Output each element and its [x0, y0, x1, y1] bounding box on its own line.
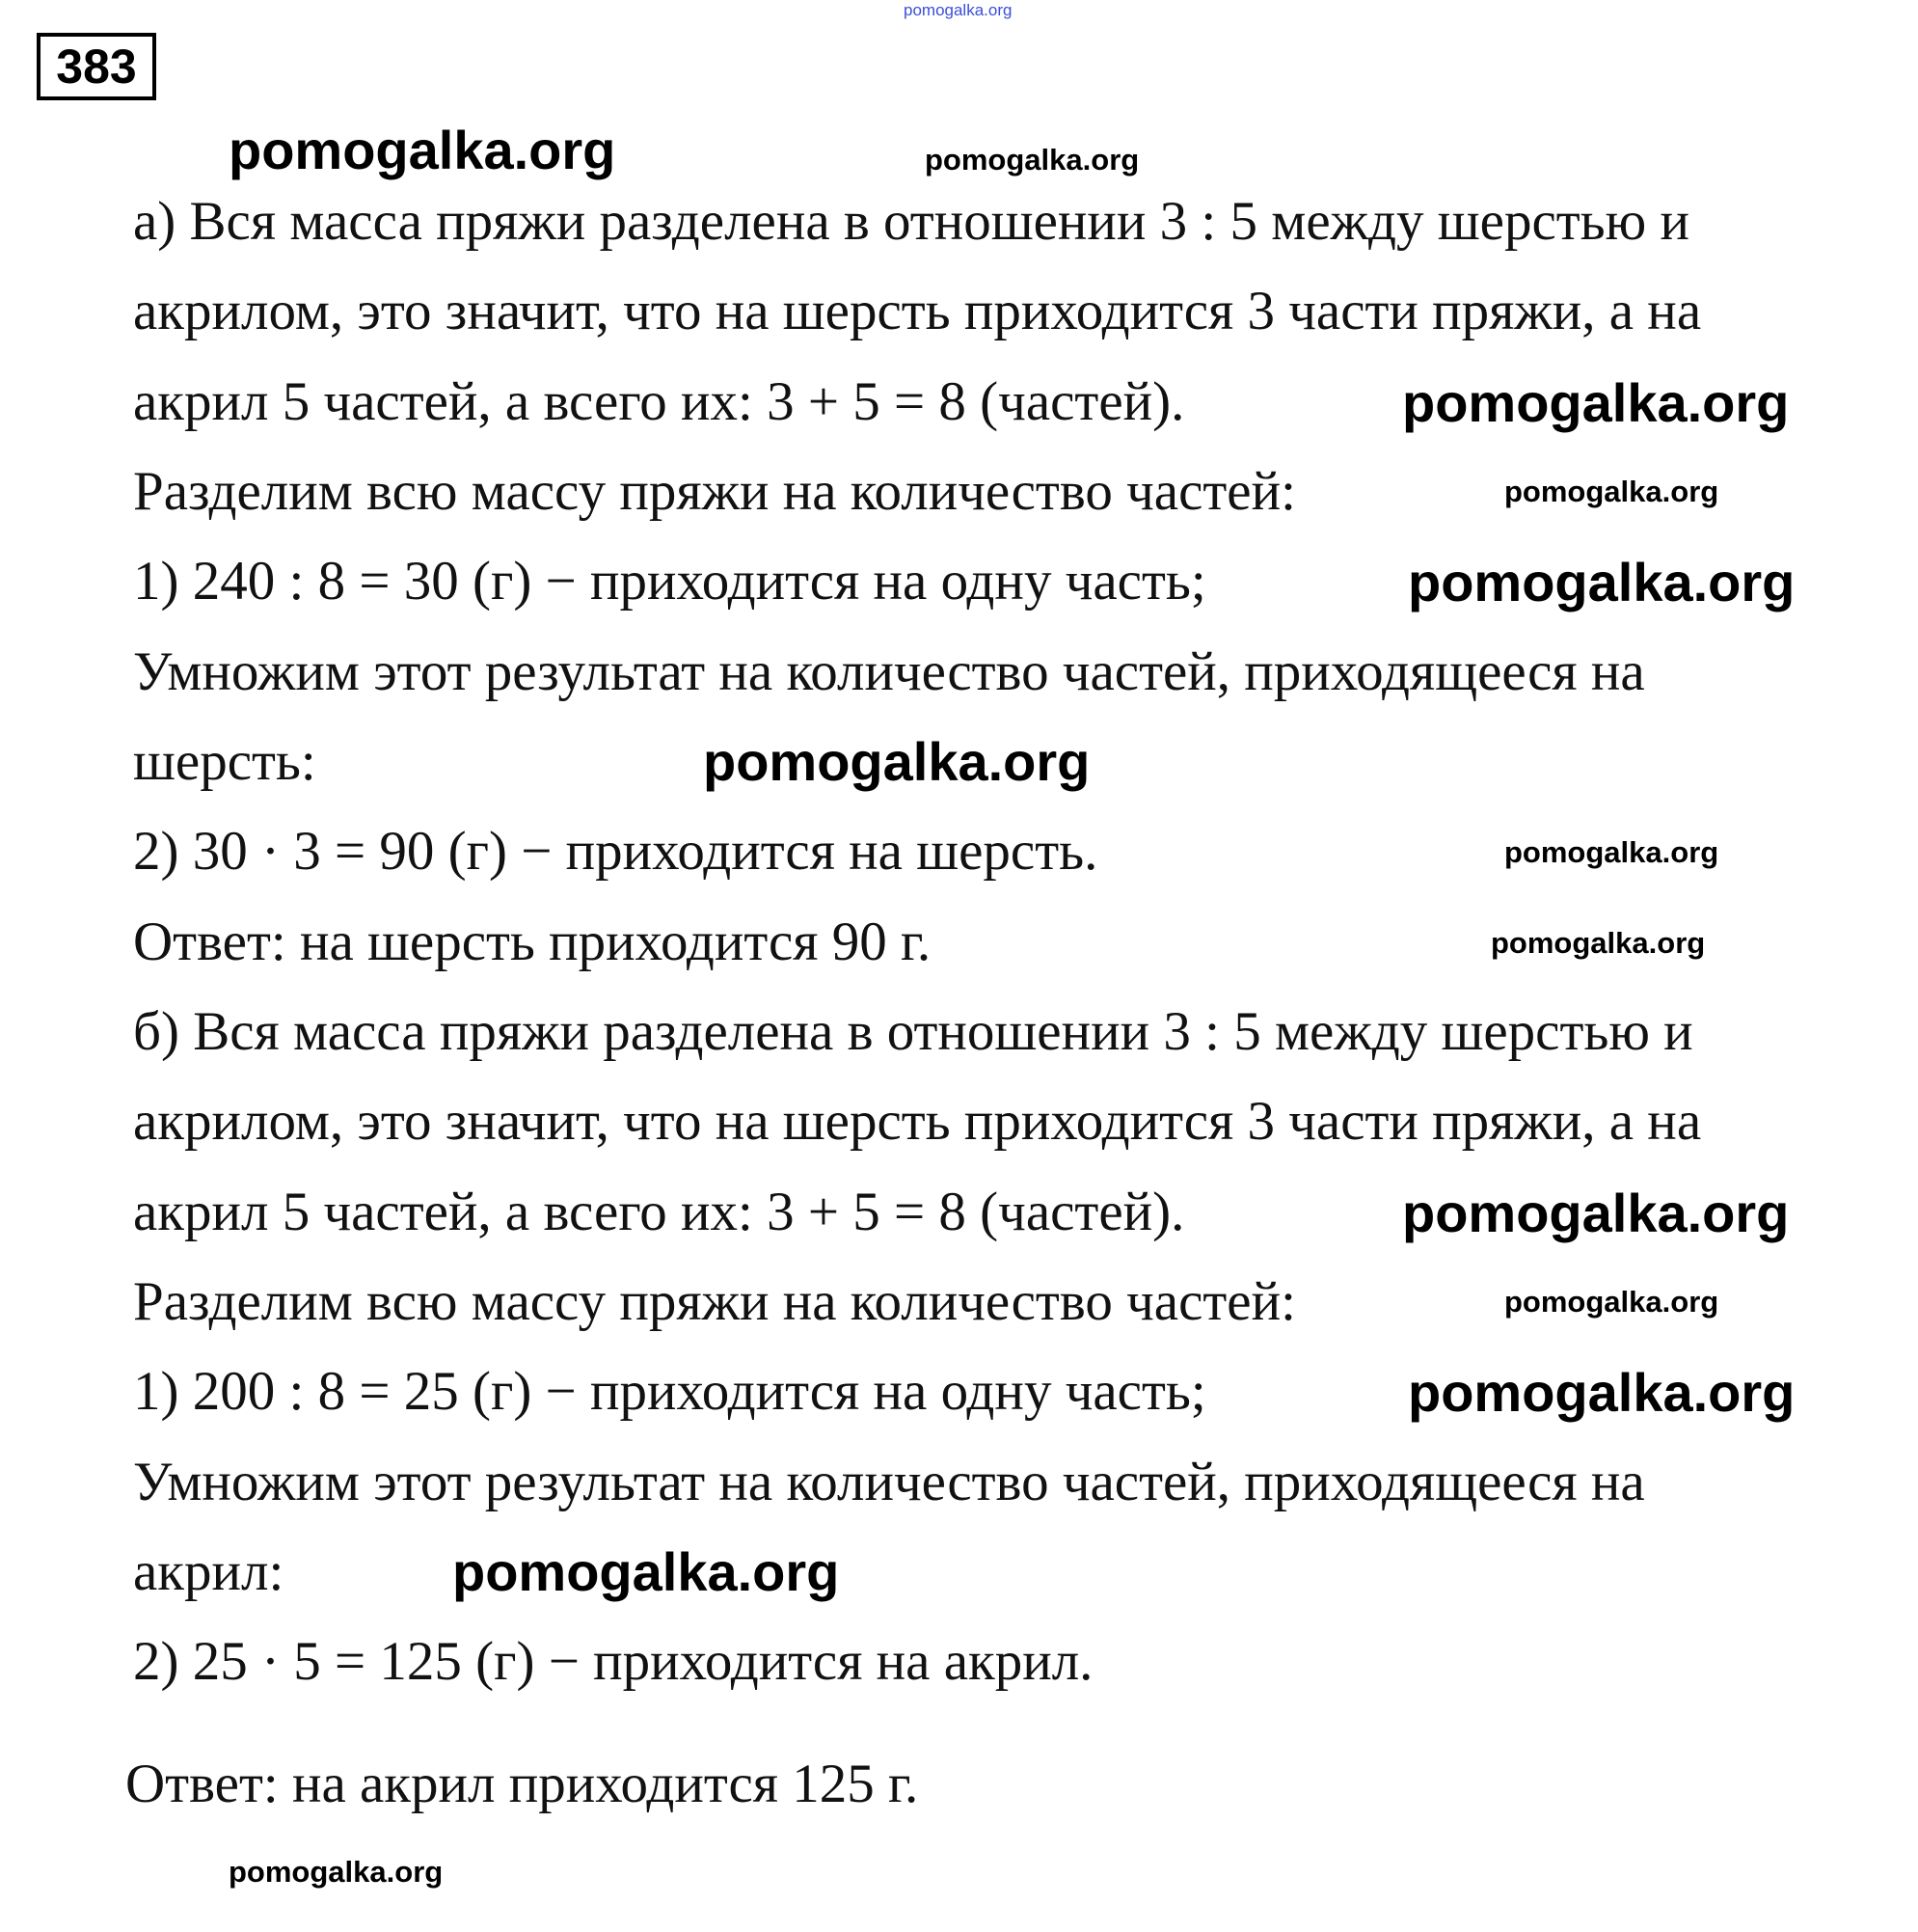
text-line: 2) 25 · 5 = 125 (г) − приходится на акрил. — [133, 1631, 1094, 1692]
text-line: а) Вся масса пряжи разделена в отношении 3 : 5 между шерстью и — [133, 191, 1689, 252]
text-line: акрил 5 частей, а всего их: 3 + 5 = 8 (частей). — [133, 371, 1185, 432]
answer-b: Ответ: на акрил приходится 125 г. — [125, 1754, 919, 1814]
watermark: pomogalka.org — [1402, 1183, 1790, 1243]
watermark: pomogalka.org — [703, 731, 1091, 792]
watermark: pomogalka.org — [229, 120, 616, 180]
watermark: pomogalka.org — [1504, 1285, 1719, 1319]
watermark: pomogalka.org — [1504, 475, 1719, 508]
text-line: акрилом, это значит, что на шерсть приходится 3 части пряжи, а на — [133, 281, 1702, 341]
watermark: pomogalka.org — [1504, 835, 1719, 869]
text-line: Умножим этот результат на количество частей, приходящееся на — [133, 1452, 1645, 1512]
watermark: pomogalka.org — [925, 143, 1140, 177]
text-line: 2) 30 · 3 = 90 (г) − приходится на шерсть. — [133, 821, 1098, 882]
text-line: акрил: — [133, 1541, 284, 1602]
text-line: акрил 5 частей, а всего их: 3 + 5 = 8 (частей). — [133, 1182, 1185, 1242]
text-line: Разделим всю массу пряжи на количество частей: — [133, 461, 1296, 522]
watermark-top: pomogalka.org — [904, 1, 1013, 19]
text-line: б) Вся масса пряжи разделена в отношении 3 : 5 между шерстью и — [133, 1001, 1693, 1062]
watermark: pomogalka.org — [1402, 372, 1790, 433]
watermark: pomogalka.org — [1491, 926, 1706, 960]
text-line: акрилом, это значит, что на шерсть приходится 3 части пряжи, а на — [133, 1091, 1702, 1152]
text-line: 1) 200 : 8 = 25 (г) − приходится на одну часть; — [133, 1361, 1206, 1422]
problem-number: 383 — [37, 33, 156, 100]
watermark: pomogalka.org — [1408, 1362, 1796, 1423]
text-line: 1) 240 : 8 = 30 (г) − приходится на одну часть; — [133, 551, 1206, 612]
watermark: pomogalka.org — [1408, 552, 1796, 612]
answer-a: Ответ: на шерсть приходится 90 г. — [133, 912, 932, 972]
text-line: Умножим этот результат на количество частей, приходящееся на — [133, 641, 1645, 702]
watermark: pomogalka.org — [229, 1855, 444, 1889]
watermark: pomogalka.org — [452, 1541, 840, 1602]
text-line: Разделим всю массу пряжи на количество частей: — [133, 1271, 1296, 1332]
text-line: шерсть: — [133, 731, 316, 792]
